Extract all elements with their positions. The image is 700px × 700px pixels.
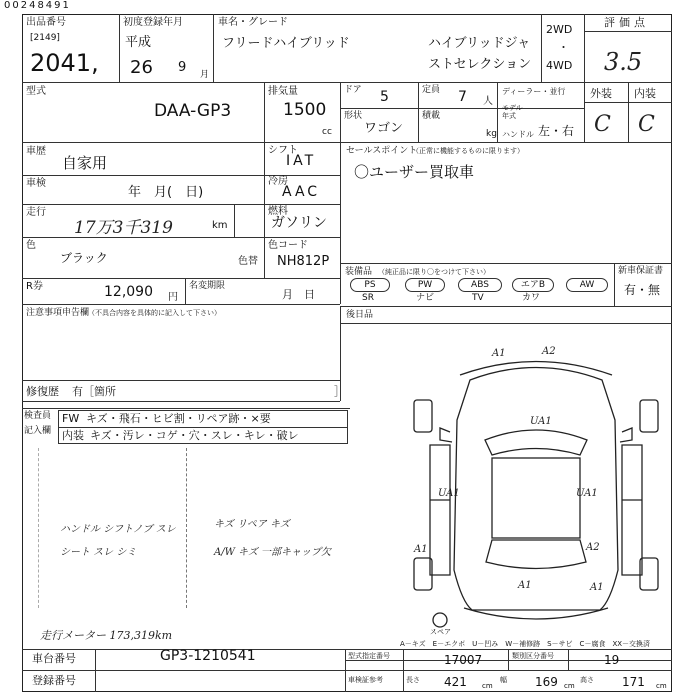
lot-sub: [2149] <box>30 33 60 43</box>
wheel-front-left <box>414 400 432 432</box>
lot-number: 2041, <box>30 49 99 77</box>
equipment-sub: （純正品に限り〇をつけて下さい） <box>378 268 490 276</box>
fuel-value: ガソリン <box>271 215 327 231</box>
wheel-front-right <box>640 400 658 432</box>
equipment-label: 装備品 <box>345 267 373 277</box>
note-1: ハンドル シフトノブ スレ <box>60 524 176 535</box>
equipment-leather: カワ <box>522 293 541 303</box>
height-unit: cm <box>656 682 667 690</box>
roof <box>492 458 580 538</box>
handle-value: 左・右 <box>538 124 575 138</box>
car-diagram <box>400 340 672 630</box>
wheel-rear-left <box>414 558 432 590</box>
right-mirror <box>620 428 632 442</box>
type-label: 型式 <box>26 86 46 97</box>
class-number: 19 <box>604 653 620 667</box>
notes-left-edge <box>38 448 39 608</box>
inspector-row2: キズ・汚レ・コゲ・穴・スレ・キレ・破レ <box>90 429 299 442</box>
capacity-value: 7 <box>458 89 467 105</box>
grade-line-2: ストセレクション <box>428 57 532 72</box>
reg-year: 26 <box>130 57 153 78</box>
length-unit: cm <box>482 682 493 690</box>
sales-point-sub: （正常に機能するものに限ります） <box>412 147 524 155</box>
spare-label: スペア <box>430 628 451 636</box>
mileage-value: 17万3千319 <box>74 218 173 238</box>
chassis-label: 車台番号 <box>32 652 76 665</box>
handle-label: ハンドル <box>502 130 534 139</box>
color-code-value: NH812P <box>277 254 330 269</box>
spare-tire <box>433 613 447 627</box>
mark-rear-1: A1 <box>518 580 532 591</box>
drive-separator: ・ <box>558 41 569 54</box>
reg-month: 9 <box>178 60 187 75</box>
cooler-label: 冷房 <box>268 176 288 187</box>
load-label: 積載 <box>422 111 441 121</box>
class-number-label: 類別区分番号 <box>512 652 554 660</box>
interior-grade: C <box>638 112 655 137</box>
inspector-row1: キズ・飛石・ヒビ割・リペア跡・×要 <box>86 412 271 425</box>
first-reg-label: 初度登録年月 <box>123 17 183 28</box>
inspector-row1-prefix: FW <box>62 412 80 425</box>
repair-value: 有［箇所 <box>72 385 116 398</box>
length-value: 421 <box>444 675 467 689</box>
usage-value: 自家用 <box>62 154 108 172</box>
size-label: 車検証参考 <box>348 676 383 684</box>
chassis-number: GP3-1210541 <box>160 648 256 664</box>
lot-label: 出品番号 <box>26 17 66 28</box>
equipment-sr: SR <box>362 293 374 303</box>
note-5: 走行メーター 173,319km <box>40 629 173 642</box>
inspection-value: 年 月( 日) <box>128 185 204 200</box>
mark-rear-right: A2 <box>586 542 600 553</box>
recycle-label: R券 <box>26 281 43 292</box>
shift-label: シフト <box>268 145 298 156</box>
note-3: キズ リペア キズ <box>214 519 290 530</box>
score-value: 3.5 <box>604 48 643 76</box>
era: 平成 <box>125 35 152 50</box>
color-swap-label: 色替 <box>238 256 258 267</box>
displacement-label: 排気量 <box>268 86 298 97</box>
warranty-value: 有・無 <box>624 283 661 297</box>
type-number: 17007 <box>444 653 483 667</box>
interior-label: 内装 <box>634 87 656 100</box>
mark-front-1: A1 <box>492 348 506 359</box>
inspection-label: 車検 <box>26 178 46 189</box>
equipment-pw: PW <box>405 278 445 292</box>
equipment-tv: TV <box>472 293 484 303</box>
right-side-panel <box>622 445 642 575</box>
sales-point-label: セールスポイント <box>346 146 418 156</box>
drive-2wd: 2WD <box>546 23 573 36</box>
note-4: A/W キズ 一部キャップ欠 <box>214 547 332 558</box>
color-code-label: 色コード <box>268 240 308 251</box>
shift-value: IAT <box>286 153 317 169</box>
note-2: シート スレ シミ <box>60 547 137 558</box>
displacement-unit: cc <box>322 127 332 137</box>
height-label: 高さ <box>580 676 594 684</box>
model-label: 車名・グレード <box>218 17 288 28</box>
mark-hood: UA1 <box>530 416 552 427</box>
width-unit: cm <box>564 682 575 690</box>
reg-month-unit: 月 <box>200 70 210 80</box>
height-value: 171 <box>622 675 645 689</box>
equipment-navi: ナビ <box>416 293 435 303</box>
notes-divider <box>186 448 187 608</box>
rear-items-label: 後日品 <box>346 310 374 320</box>
mark-left-door: UA1 <box>438 488 460 499</box>
cooler-value: AAC <box>282 184 321 200</box>
front-bumper <box>460 362 612 376</box>
mark-front-2: A2 <box>542 346 556 357</box>
model-year-label: モデル年式 <box>502 104 523 120</box>
shape-value: ワゴン <box>364 121 404 136</box>
document-id: 00248491 <box>4 0 71 11</box>
capacity-unit: 人 <box>483 96 493 107</box>
width-label: 幅 <box>500 676 507 684</box>
equipment-airbag: エアB <box>512 278 554 292</box>
length-label: 長さ <box>406 676 420 684</box>
grade-line-1: ハイブリッドジャ <box>428 36 531 51</box>
dealer-label: ディーラー・並行 <box>502 87 566 96</box>
windshield <box>485 430 587 455</box>
inspector-label-1: 検査員 <box>24 411 52 421</box>
mark-rear-left: A1 <box>414 544 428 555</box>
color-label: 色 <box>26 240 36 251</box>
sales-point-text: 〇ユーザー買取車 <box>354 163 475 181</box>
capacity-label: 定員 <box>422 85 441 95</box>
registration-label: 登録番号 <box>32 674 76 687</box>
inspector-label-2: 記入欄 <box>24 426 52 436</box>
notes-sub: （不具合内容を具体的に記入して下さい） <box>88 309 221 317</box>
shape-label: 形状 <box>344 111 363 121</box>
repair-close: ］ <box>334 385 345 398</box>
equipment-ps: PS <box>350 278 390 292</box>
mileage-label: 走行 <box>26 207 46 218</box>
transfer-label: 名変期限 <box>189 281 226 291</box>
equipment-abs: ABS <box>458 278 502 292</box>
fuel-label: 燃料 <box>268 206 288 217</box>
displacement-value: 1500 <box>283 100 327 120</box>
wheel-rear-right <box>640 558 658 590</box>
color-value: ブラック <box>60 251 108 265</box>
doors-label: ドア <box>344 85 362 95</box>
equipment-aw: AW <box>566 278 608 292</box>
type-value: DAA-GP3 <box>154 101 232 121</box>
width-value: 169 <box>535 675 558 689</box>
left-side-panel <box>430 445 450 575</box>
recycle-value: 12,090 <box>104 284 153 300</box>
score-label: 評価点 <box>604 16 649 29</box>
exterior-label: 外装 <box>590 87 612 100</box>
repair-label: 修復歴 <box>26 385 59 398</box>
mark-right-door: UA1 <box>576 488 598 499</box>
drive-4wd: 4WD <box>546 59 573 72</box>
type-number-label: 型式指定番号 <box>348 652 390 660</box>
left-mirror <box>440 428 452 442</box>
doors-value: 5 <box>380 89 389 105</box>
inspector-row2-head: 内装 <box>62 429 84 442</box>
mileage-unit: km <box>212 220 228 231</box>
mark-rear-2: A1 <box>590 582 604 593</box>
warranty-label: 新車保証書 <box>618 266 664 276</box>
usage-label: 車歴 <box>26 146 46 157</box>
damage-legend: A－キズ E－エクボ U－凹み W－補修跡 S－サビ C－腐食 XX－交換済 <box>400 640 651 648</box>
rear-glass <box>486 540 586 569</box>
load-unit: kg <box>486 129 497 139</box>
model-name: フリードハイブリッド <box>222 36 350 51</box>
transfer-value: 月 日 <box>282 288 315 301</box>
recycle-unit: 円 <box>168 292 178 303</box>
exterior-grade: C <box>594 112 611 137</box>
notes-label: 注意事項申告欄 <box>26 308 90 318</box>
